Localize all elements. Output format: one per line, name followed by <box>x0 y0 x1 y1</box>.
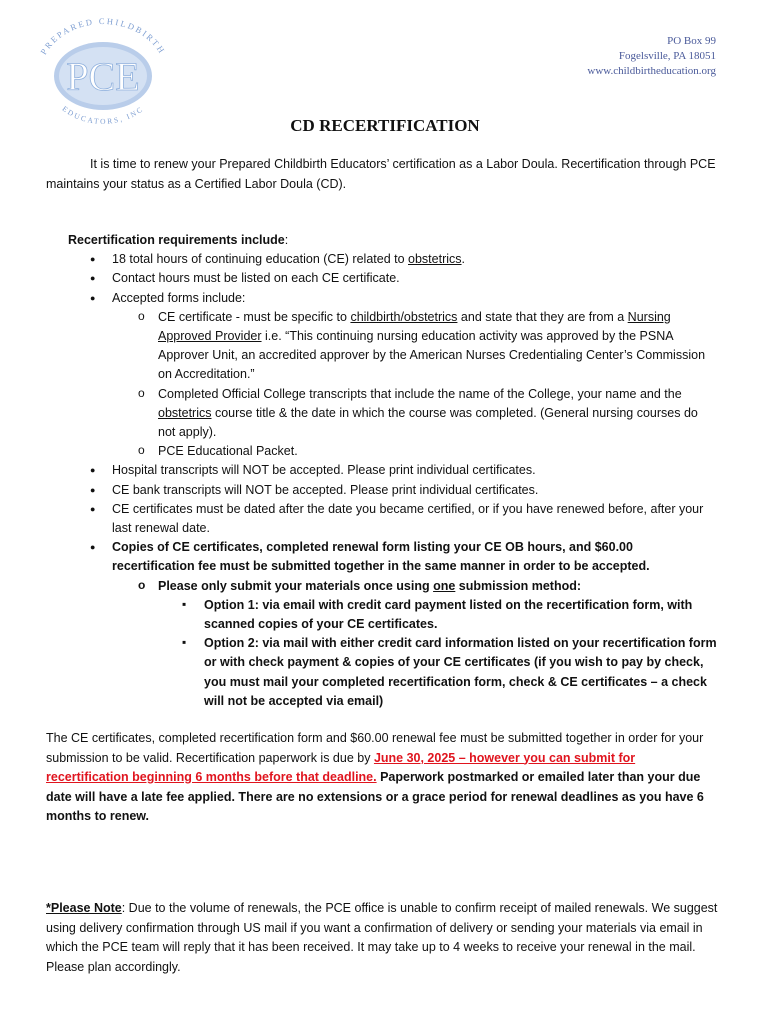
accepted-forms-list <box>112 308 718 462</box>
list-item: ● Copies of CE certificates, completed renewal form listing your CE OB hours, and $60.00 recertification fee must be submitted together in the same manner in order to be accepted. o Please only submit your materials once using one submission method: ▪ Option 1: via email with credit card payment listed on the recertification form, with scanned copies of your CE certificates. ▪ Option 2: via mail with either credit card information listed on your recertification form or with check payment & copies of your CE certificates (if you wish to pay by check, you must mail your completed recertification form, check & CE certificates – a check will not be accepted via email) <box>46 538 718 711</box>
list-item: ● 18 total hours of continuing education (CE) related to obstetrics. <box>46 250 718 269</box>
address-po-box: PO Box 99 <box>667 35 716 47</box>
list-item: ● CE certificates must be dated after the date you became certified, or if you have renewed before, after your last renewal date. <box>46 500 718 538</box>
logo-ring-top: PREPARED CHILDBIRTH <box>38 15 168 57</box>
please-note-paragraph: *Please Note: Due to the volume of renewals, the PCE office is unable to confirm receipt of mailed renewals. We suggest using delivery confirmation through US mail if you want a confirmation of delivery or sending your materials via email in which the PCE team will reply that it has been received. It may take up to 4 weeks to receive your renewal in the mail. Please plan accordingly. <box>46 901 718 974</box>
options-list <box>158 596 718 711</box>
address-website[interactable]: www.childbirtheducation.org <box>587 65 716 77</box>
list-item: ● Contact hours must be listed on each CE certificate. <box>46 269 718 288</box>
logo-ring-bottom: EDUCATORS, INC <box>60 104 146 126</box>
page-title: CD RECERTIFICATION <box>290 116 480 135</box>
logo-monogram: PCE <box>66 54 140 99</box>
address-block <box>587 34 716 79</box>
intro-paragraph: It is time to renew your Prepared Childbirth Educators’ certification as a Labor Doula. Recertification through PCE maintains your status as a Certified Labor Doula (CD). <box>46 157 716 191</box>
deadline-paragraph: The CE certificates, completed recertification form and $60.00 renewal fee must be submitted together in order for your submission to be valid. Recertification paperwork is due by June 30, 2025 – however you can submit for recertification beginning 6 months before that deadline. Paperwork postmarked or emailed later than your due date will have a late fee applied. There are no extensions or a grace period for renewal deadlines as you have 6 months to renew. <box>46 731 704 823</box>
list-item: ● CE bank transcripts will NOT be accepted. Please print individual certificates. <box>46 481 718 500</box>
deadline-highlight: June 30, 2025 – however you can submit for recertification beginning 6 months before that deadline. <box>46 750 636 784</box>
list-item: o Please only submit your materials once using one submission method: ▪ Option 1: via email with credit card payment listed on the recertification form, with scanned copies of your CE certificates. ▪ Option 2: via mail with either credit card information listed on your recertification form or with check payment & copies of your CE certificates (if you wish to pay by check, you must mail your completed recertification form, check & CE certificates – a check will not be accepted via email) <box>46 577 718 711</box>
list-item: ● Hospital transcripts will NOT be accepted. Please print individual certificates. <box>46 461 718 480</box>
note-label: *Please Note <box>46 901 122 915</box>
requirements-list <box>46 250 718 711</box>
list-item: o Completed Official College transcripts that include the name of the College, your name and the obstetrics course title & the date in which the course was completed. (General nursing courses do not apply). <box>46 385 718 443</box>
list-item: ● Accepted forms include: o CE certificate - must be specific to childbirth/obstetrics and state that they are from a Nursing Approved Provider i.e. “This continuing nursing education activity was approved by the PSNA Approver Unit, an accredited approver by the American Nurses Credentialing Center’s Commission on Accreditation.” o Completed Official College transcripts that include the name of the College, your name and the obstetrics course title & the date in which the course was completed. (General nursing courses do not apply). o PCE Educational Packet. <box>46 289 718 462</box>
list-item: o CE certificate - must be specific to childbirth/obstetrics and state that they are from a Nursing Approved Provider i.e. “This continuing nursing education activity was approved by the PSNA Approver Unit, an accredited approver by the American Nurses Credentialing Center’s Commission on Accreditation.” <box>46 308 718 385</box>
pce-logo <box>28 14 178 132</box>
requirements-section <box>46 231 718 711</box>
list-item: ▪ Option 2: via mail with either credit card information listed on your recertification form or with check payment & copies of your CE certificates (if you wish to pay by check, you must mail your completed recertification form, check & CE certificates – a check will not be accepted via email) <box>46 634 718 711</box>
requirements-heading: Recertification requirements include: <box>68 233 289 247</box>
submission-method-list <box>112 577 718 711</box>
address-city: Fogelsville, PA 18051 <box>618 50 716 62</box>
list-item: o PCE Educational Packet. <box>46 442 718 461</box>
list-item: ▪ Option 1: via email with credit card payment listed on the recertification form, with scanned copies of your CE certificates. <box>46 596 718 634</box>
